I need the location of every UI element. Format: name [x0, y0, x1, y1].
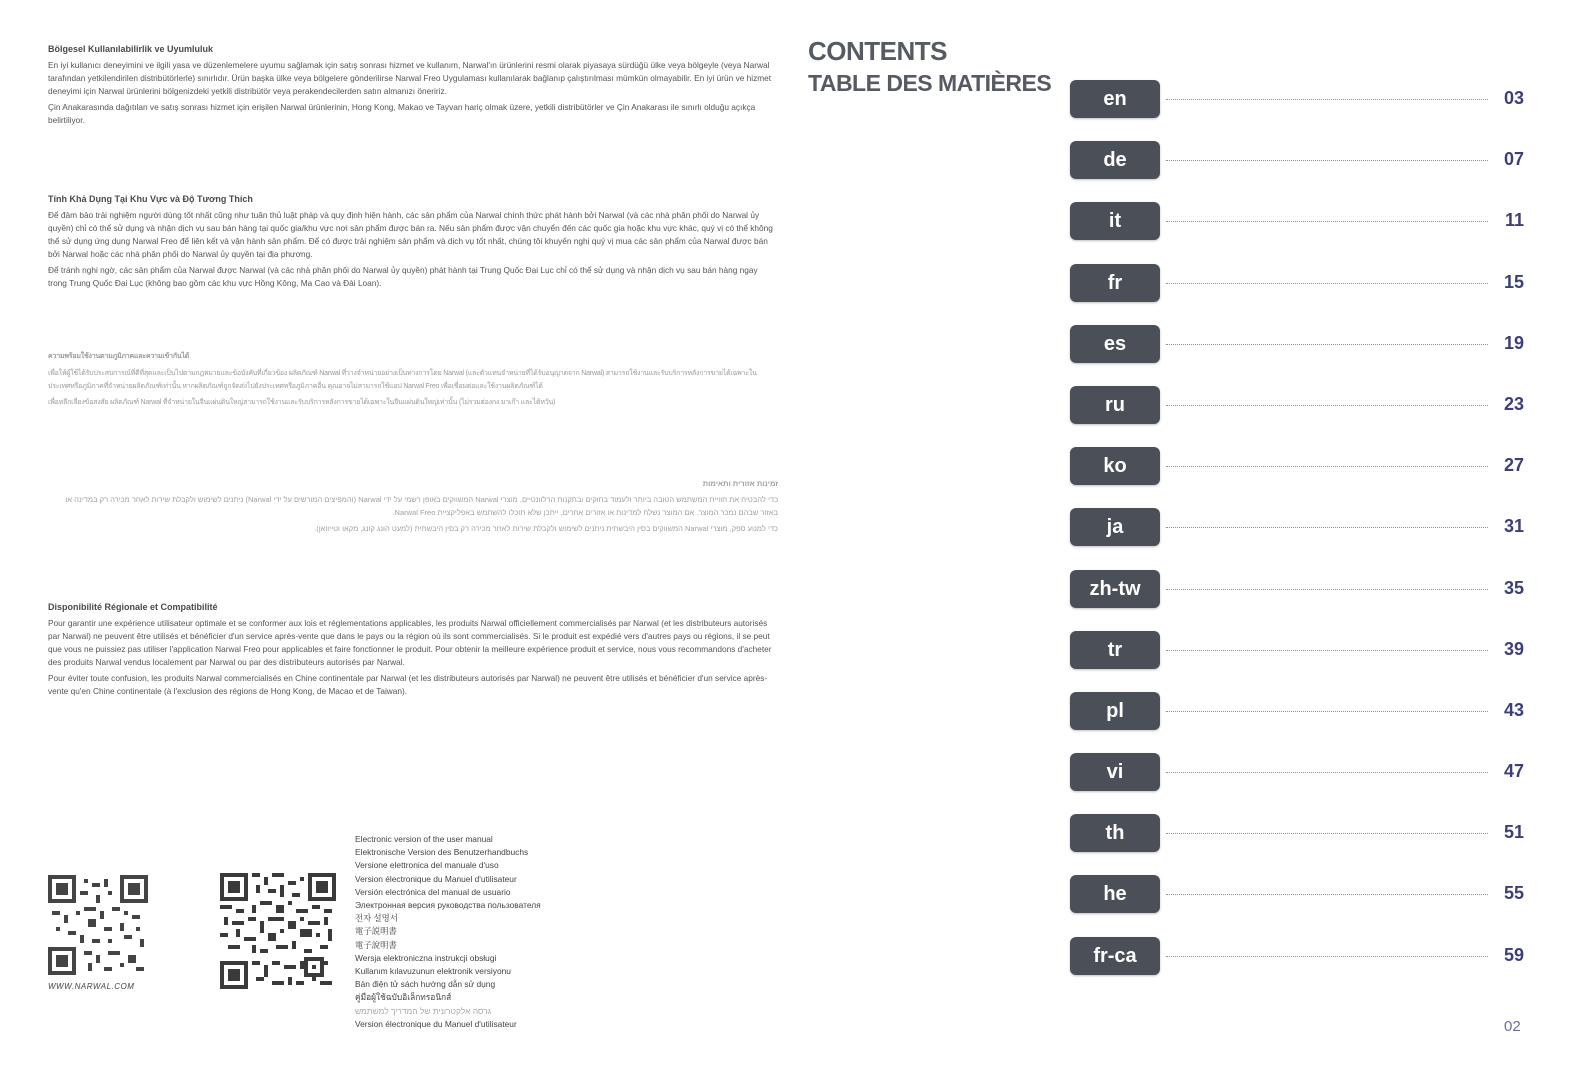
- toc-page-number[interactable]: 47: [1503, 761, 1524, 782]
- dotted-leader: [1166, 283, 1488, 284]
- section-paragraph: Để tránh nghi ngờ, các sản phẩm của Narwal được Narwal (và các nhà phân phối do Narwal ủy quyền) phát hành tại Trung Quốc Đại Lục chỉ có thể sử dụng và nhận dịch vụ sau bán hàng ngay trong Trung Quốc Đại Lục (không bao gồm các khu vực Hồng Kông, Ma Cao và Đài Loan).: [48, 265, 758, 288]
- section-body: [48, 59, 778, 127]
- manual-version-item: Version électronique du Manuel d'utilisateur: [355, 873, 517, 884]
- dotted-leader: [1166, 650, 1488, 651]
- section-thai: [48, 351, 778, 469]
- contents-title: CONTENTS: [808, 36, 947, 66]
- toc-entry-fr[interactable]: [1070, 264, 1530, 325]
- language-badge[interactable]: th: [1070, 814, 1160, 852]
- language-badge[interactable]: tr: [1070, 631, 1160, 669]
- toc-page-number[interactable]: 03: [1503, 88, 1524, 108]
- toc-entry-th[interactable]: [1070, 814, 1530, 875]
- language-badge[interactable]: he: [1070, 875, 1160, 913]
- manual-version-item: Elektronische Version des Benutzerhandbuchs: [355, 847, 529, 858]
- toc-entry-de[interactable]: [1070, 141, 1530, 202]
- section-title: זמינות אזורית ותאימות: [702, 479, 778, 488]
- manual-version-item: 전자 설명서: [355, 913, 398, 924]
- toc-entry-fr-ca[interactable]: [1070, 937, 1530, 998]
- language-badge[interactable]: it: [1070, 202, 1160, 240]
- dotted-leader: [1166, 527, 1488, 528]
- page-number: 02: [1504, 1018, 1521, 1035]
- section-title: ความพร้อมใช้งานตามภูมิภาคและความเข้ากันได้: [48, 353, 190, 360]
- section-body: [48, 209, 778, 290]
- section-paragraph: Çin Anakarasında dağıtılan ve satış sonrası hizmet için erişilen Narwal ürünlerinin, Hong Kong, Makao ve Tayvan hariç olmak üzere, yetkili distribütörler ve Çin Anakarası ile sınırlı olduğu açıkça belirtiliyor.: [48, 102, 756, 125]
- language-badge[interactable]: fr-ca: [1070, 937, 1160, 975]
- toc-entry-it[interactable]: [1070, 202, 1530, 263]
- toc-page-number[interactable]: 59: [1503, 944, 1524, 965]
- language-badge[interactable]: zh-tw: [1070, 570, 1160, 608]
- toc-page-number[interactable]: 27: [1503, 455, 1524, 476]
- section-title: Disponibilité Régionale et Compatibilité: [48, 602, 218, 612]
- toc-page-number[interactable]: 51: [1503, 822, 1524, 843]
- toc-entry-tr[interactable]: [1070, 631, 1530, 692]
- manual-version-item: Bản điện tử sách hướng dẫn sử dụng: [355, 979, 496, 990]
- dotted-leader: [1166, 894, 1488, 895]
- dotted-leader: [1166, 589, 1488, 590]
- section-title: Tính Khả Dụng Tại Khu Vực và Độ Tương Thích: [48, 194, 253, 204]
- dotted-leader: [1166, 99, 1488, 100]
- section-paragraph: כדי למנוע ספק, מוצרי Narwal המשווקים בסין היבשתית ניתנים לשימוש ולקבלת שירות לאחר מכירה רק בסין היבשתית (למעט הונג קונג, מקאו וטייוואן).: [314, 524, 778, 533]
- dotted-leader: [1166, 833, 1488, 834]
- dotted-leader: [1166, 466, 1488, 467]
- section-turkish: [48, 44, 778, 184]
- toc-entry-ru[interactable]: [1070, 386, 1530, 447]
- section-body: [48, 493, 778, 535]
- toc-entry-ko[interactable]: [1070, 447, 1530, 508]
- section-body: [48, 617, 778, 698]
- section-paragraph: Để đảm bảo trải nghiệm người dùng tốt nhất cũng như tuân thủ luật pháp và quy định hiện hành, các sản phẩm của Narwal chính thức phát hành bởi Narwal (và các nhà phân phối do Narwal ủy quyền) chỉ có thể sử dụng và nhận dịch vụ sau bán hàng tại quốc gia/khu vực nơi sản phẩm được bán ra. Nếu sản phẩm được vận chuyển đến các quốc gia hoặc khu vực khác, quý vị có thể không thể sử dụng ứng dụng Narwal Freo để liên kết và vận hành sản phẩm. Để có được trải nghiệm sản phẩm và dịch vụ tốt nhất, chúng tôi khuyến nghị quý vị mua các sản phẩm của Narwal được bán bởi Narwal hoặc các nhà phân phối do Narwal ủy quyền tại địa phương.: [48, 210, 773, 259]
- toc-page-number[interactable]: 15: [1503, 271, 1524, 292]
- language-badge[interactable]: fr: [1070, 264, 1160, 302]
- manual-version-item: גרסה אלקטרונית של המדריך למשתמש: [355, 1005, 492, 1016]
- language-badge[interactable]: vi: [1070, 753, 1160, 791]
- manual-version-list: [355, 833, 655, 1031]
- toc-entry-vi[interactable]: [1070, 753, 1530, 814]
- manual-version-item: Электронная версия руководства пользователя: [355, 900, 541, 911]
- manual-version-item: Kullanım kılavuzunun elektronik versiyonu: [355, 966, 511, 977]
- left-page: [48, 44, 778, 708]
- toc-page-number[interactable]: 31: [1503, 516, 1524, 537]
- dotted-leader: [1166, 711, 1488, 712]
- toc-entry-en[interactable]: [1070, 80, 1530, 141]
- language-badge[interactable]: en: [1070, 80, 1160, 118]
- toc-entry-he[interactable]: [1070, 875, 1530, 936]
- toc-entry-pl[interactable]: [1070, 692, 1530, 753]
- toc-page-number[interactable]: 43: [1503, 699, 1524, 720]
- dotted-leader: [1166, 405, 1488, 406]
- language-badge[interactable]: es: [1070, 325, 1160, 363]
- section-paragraph: เพื่อหลีกเลี่ยงข้อสงสัย ผลิตภัณฑ์ Narwal ที่จำหน่ายในจีนแผ่นดินใหญ่สามารถใช้งานและรับบริการหลังการขายได้เฉพาะในจีนแผ่นดินใหญ่เท่านั้น (ไม่รวมฮ่องกง มาเก๊า และไต้หวัน): [48, 399, 556, 406]
- toc-entry-ja[interactable]: [1070, 508, 1530, 569]
- section-hebrew: [48, 479, 778, 592]
- toc-entry-zh-tw[interactable]: [1070, 570, 1530, 631]
- section-body: [48, 367, 778, 409]
- dotted-leader: [1166, 221, 1488, 222]
- section-paragraph: Pour garantir une expérience utilisateur optimale et se conformer aux lois et réglementations applicables, les produits Narwal officiellement commercialisés par Narwal (et les distributeurs autorisés par Narwal) ne peuvent être utilisés et bénéficier d'un service après-vente que dans le pays ou la région où ils sont commercialisés. Si le produit est expédié vers d'autres pays ou régions, il se peut que vous ne puissiez pas utiliser l'application Narwal Freo pour applicables et faire fonctionner le produit. Pour obtenir la meilleure expérience produit et service, nous vous recommandons d'acheter des produits Narwal vendus localement par Narwal ou par des distributeurs autorisés par Narwal.: [48, 618, 772, 667]
- dotted-leader: [1166, 160, 1488, 161]
- manual-version-item: Wersja elektroniczna instrukcji obsługi: [355, 952, 497, 963]
- toc-entry-es[interactable]: [1070, 325, 1530, 386]
- language-badge[interactable]: ko: [1070, 447, 1160, 485]
- manual-version-item: Versión electrónica del manual de usuario: [355, 886, 511, 897]
- manual-version-item: คู่มือผู้ใช้ฉบับอิเล็กทรอนิกส์: [355, 992, 452, 1003]
- section-paragraph: En iyi kullanıcı deneyimini ve ilgili yasa ve düzenlemelere uyumu sağlamak için satış sonrası hizmet ve kullanım, Narwal'ın ürünlerini resmi olarak piyasaya sürdüğü ülke veya bölgeyle (veya Narwal tarafından yetkilendirilen distribütörlerle) sınırlıdır. Ürün başka ülke veya bölgelere gönderilirse Narwal Freo Uygulaması kullanılarak bağlanıp çalıştırılması mümkün olmayabilir. En iyi ürün ve hizmet deneyimi için Narwal ürünlerini bölgenizdeki yetkili distribütör veya perakendecilerden satın almanızı öneririz.: [48, 60, 772, 96]
- manual-qr-code[interactable]: [220, 873, 336, 989]
- manual-version-item: Version électronique du Manuel d'utilisateur: [355, 1018, 517, 1029]
- table-of-contents: [1070, 80, 1530, 998]
- manual-version-item: Versione elettronica del manuale d'uso: [355, 860, 499, 871]
- section-paragraph: כדי להבטיח את חוויית המשתמש הטובה ביותר ולעמוד בחוקים ובתקנות הרלוונטיים, מוצרי Narwal המשווקים באופן רשמי על ידי Narwal (והמפיצים המורשים על ידי Narwal) ניתנים לשימוש ולקבלת שירות לאחר מכירה רק במדינה או באזור שבהם נמכר המוצר. אם המוצר נשלח למדינות או אזורים אחרים, ייתכן שלא תוכלו להשתמש באפליקציית Narwal Freo.: [65, 495, 778, 517]
- section-vietnamese: [48, 194, 778, 341]
- language-badge[interactable]: ru: [1070, 386, 1160, 424]
- manual-footer: [48, 834, 668, 1035]
- website-url[interactable]: WWW.NARWAL.COM: [48, 982, 135, 991]
- website-qr-code[interactable]: [48, 875, 148, 975]
- toc-page-number[interactable]: 35: [1503, 577, 1524, 598]
- language-badge[interactable]: de: [1070, 141, 1160, 179]
- section-french: [48, 602, 778, 698]
- toc-page-number[interactable]: 55: [1503, 883, 1524, 904]
- dotted-leader: [1166, 772, 1488, 773]
- section-title: Bölgesel Kullanılabilirlik ve Uyumluluk: [48, 44, 214, 54]
- contents-subtitle: TABLE DES MATIÈRES: [808, 70, 1052, 96]
- toc-page-number[interactable]: 07: [1503, 149, 1524, 170]
- toc-page-number[interactable]: 23: [1503, 393, 1524, 414]
- toc-page-number[interactable]: 11: [1504, 210, 1524, 231]
- section-paragraph: Pour éviter toute confusion, les produits Narwal commercialisés en Chine continentale par Narwal (et les distributeurs autorisés par Narwal) ne peuvent être utilisés et bénéficier d'un service après-vente qu'en Chine continentale (à l'exclusion des régions de Hong Kong, de Macao et de Taiwan).: [48, 673, 768, 696]
- dotted-leader: [1166, 344, 1488, 345]
- language-badge[interactable]: ja: [1070, 508, 1160, 546]
- toc-page-number[interactable]: 19: [1503, 332, 1524, 353]
- dotted-leader: [1166, 956, 1488, 957]
- manual-version-item: 電子説明書: [355, 926, 397, 937]
- toc-page-number[interactable]: 39: [1503, 638, 1524, 659]
- manual-version-item: 電子說明書: [355, 939, 397, 950]
- language-badge[interactable]: pl: [1070, 692, 1160, 730]
- section-paragraph: เพื่อให้ผู้ใช้ได้รับประสบการณ์ที่ดีที่สุดและเป็นไปตามกฎหมายและข้อบังคับที่เกี่ยวข้อง ผลิตภัณฑ์ Narwal ที่วางจำหน่ายอย่างเป็นทางการโดย Narwal (และตัวแทนจำหน่ายที่ได้รับอนุญาตจาก Narwal) สามารถใช้งานและรับบริการหลังการขายได้เฉพาะในประเทศหรือภูมิภาคที่จำหน่ายผลิตภัณฑ์เท่านั้น หากผลิตภัณฑ์ถูกจัดส่งไปยังประเทศหรือภูมิภาคอื่น คุณอาจไม่สามารถใช้แอป Narwal Freo เพื่อเชื่อมต่อและใช้งานผลิตภัณฑ์ได้: [48, 370, 757, 390]
- manual-version-item: Electronic version of the user manual: [355, 834, 493, 844]
